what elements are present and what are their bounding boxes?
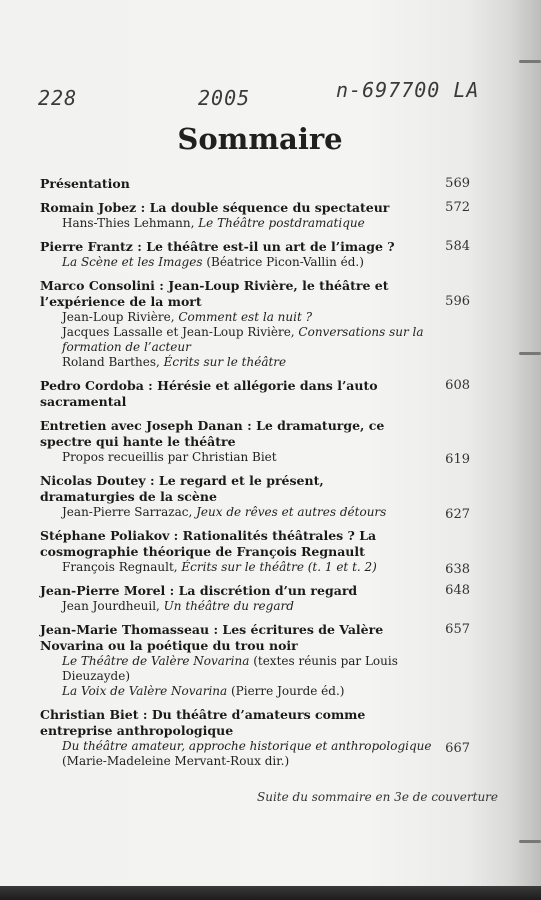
toc-entry-reference: Le Théâtre de Valère Novarina (textes réunis par Louis Dieuzayde) <box>62 654 398 683</box>
toc-entry-reference: Jean-Pierre Sarrazac, Jeux de rêves et autres détours <box>62 505 387 519</box>
toc-page-number: 572 <box>445 200 470 215</box>
book-title: La Voix de Valère Novarina <box>62 684 228 698</box>
toc-entry-reference: Hans-Thies Lehmann, Le Théâtre postdramatique <box>62 216 365 230</box>
toc-entry-reference: François Regnault, Écrits sur le théâtre (t. 1 et t. 2) <box>62 560 377 574</box>
handwritten-page-number: 228 <box>38 86 78 110</box>
toc-page-number: 596 <box>445 294 470 309</box>
toc-entry-title: Pierre Frantz : Le théâtre est-il un art de l’image ? <box>40 239 395 254</box>
toc-page-number: 657 <box>445 622 470 637</box>
toc-page-number: 627 <box>445 507 470 522</box>
toc-entry-title: Romain Jobez : La double séquence du spectateur <box>40 200 390 215</box>
toc-entry <box>40 528 470 575</box>
book-title: Conversations sur la formation de l’acteur <box>62 325 424 354</box>
toc-entry-title: Nicolas Doutey : Le regard et le présent, dramaturgies de la scène <box>40 473 324 504</box>
toc-page-number: 619 <box>445 452 470 467</box>
book-title: La Scène et les Images <box>62 255 203 269</box>
page-title: Sommaire <box>177 122 343 156</box>
scan-edge-mark <box>519 352 541 355</box>
page-edge-shadow <box>511 0 541 900</box>
toc-entry <box>40 622 470 699</box>
toc-entry <box>40 583 470 614</box>
book-title: Écrits sur le théâtre (t. 1 et t. 2) <box>181 560 377 574</box>
handwritten-reference: n-697700 LA <box>336 78 480 102</box>
book-title: Jeux de rêves et autres détours <box>196 505 387 519</box>
book-title: Un théâtre du regard <box>163 599 294 613</box>
toc-entry-title: Marco Consolini : Jean-Loup Rivière, le théâtre et l’expérience de la mort <box>40 278 389 309</box>
toc-entry <box>40 378 470 410</box>
toc-entry-reference: Roland Barthes, Écrits sur le théâtre <box>62 355 287 369</box>
book-title: Le Théâtre de Valère Novarina <box>62 654 250 668</box>
book-title: Du théâtre amateur, approche historique et anthropologique <box>62 739 432 753</box>
toc-page-number: 667 <box>445 741 470 756</box>
book-title: Le Théâtre postdramatique <box>198 216 365 230</box>
toc-entry <box>40 473 470 520</box>
toc-page-number: 638 <box>445 562 470 577</box>
handwritten-year: 2005 <box>198 86 251 110</box>
toc-page-number: 569 <box>445 176 470 191</box>
toc-entry-reference: La Scène et les Images (Béatrice Picon-Vallin éd.) <box>62 255 364 269</box>
toc-entry <box>40 418 470 465</box>
toc-entry <box>40 176 470 192</box>
table-of-contents <box>40 176 470 777</box>
toc-entry-title: Entretien avec Joseph Danan : Le dramaturge, ce spectre qui hante le théâtre <box>40 418 385 449</box>
toc-entry-title: Jean-Marie Thomasseau : Les écritures de Valère Novarina ou la poétique du trou noir <box>40 622 384 653</box>
toc-entry-title: Jean-Pierre Morel : La discrétion d’un regard <box>40 583 358 598</box>
toc-page-number: 584 <box>445 239 470 254</box>
toc-entry <box>40 707 470 769</box>
toc-entry <box>40 200 470 231</box>
toc-entry-reference: Jean-Loup Rivière, Comment est la nuit ? <box>62 310 313 324</box>
toc-page-number: 608 <box>445 378 470 393</box>
scan-bottom-edge <box>0 886 541 900</box>
book-title: Écrits sur le théâtre <box>163 355 287 369</box>
toc-entry-reference: Jean Jourdheuil, Un théâtre du regard <box>62 599 294 613</box>
scan-edge-mark <box>519 840 541 843</box>
toc-entry-title: Présentation <box>40 176 130 191</box>
book-title: Comment est la nuit ? <box>178 310 313 324</box>
toc-entry-reference: Jacques Lassalle et Jean-Loup Rivière, Conversations sur la formation de l’acteur <box>62 325 424 354</box>
toc-entry-title: Pedro Cordoba : Hérésie et allégorie dans l’auto sacramental <box>40 378 378 409</box>
footer-note: Suite du sommaire en 3e de couverture <box>257 790 499 804</box>
toc-entry <box>40 278 470 370</box>
toc-entry-reference: Du théâtre amateur, approche historique et anthropologique (Marie-Madeleine Mervant-Roux dir.) <box>62 739 432 768</box>
toc-entry-title: Christian Biet : Du théâtre d’amateurs comme entreprise anthropologique <box>40 707 366 738</box>
toc-entry-title: Stéphane Poliakov : Rationalités théâtrales ? La cosmographie théorique de François Regnault <box>40 528 377 559</box>
scan-edge-mark <box>519 60 541 63</box>
toc-entry-reference: La Voix de Valère Novarina (Pierre Jourde éd.) <box>62 684 345 698</box>
toc-entry-reference: Propos recueillis par Christian Biet <box>62 450 277 464</box>
toc-page-number: 648 <box>445 583 470 598</box>
toc-entry <box>40 239 470 270</box>
